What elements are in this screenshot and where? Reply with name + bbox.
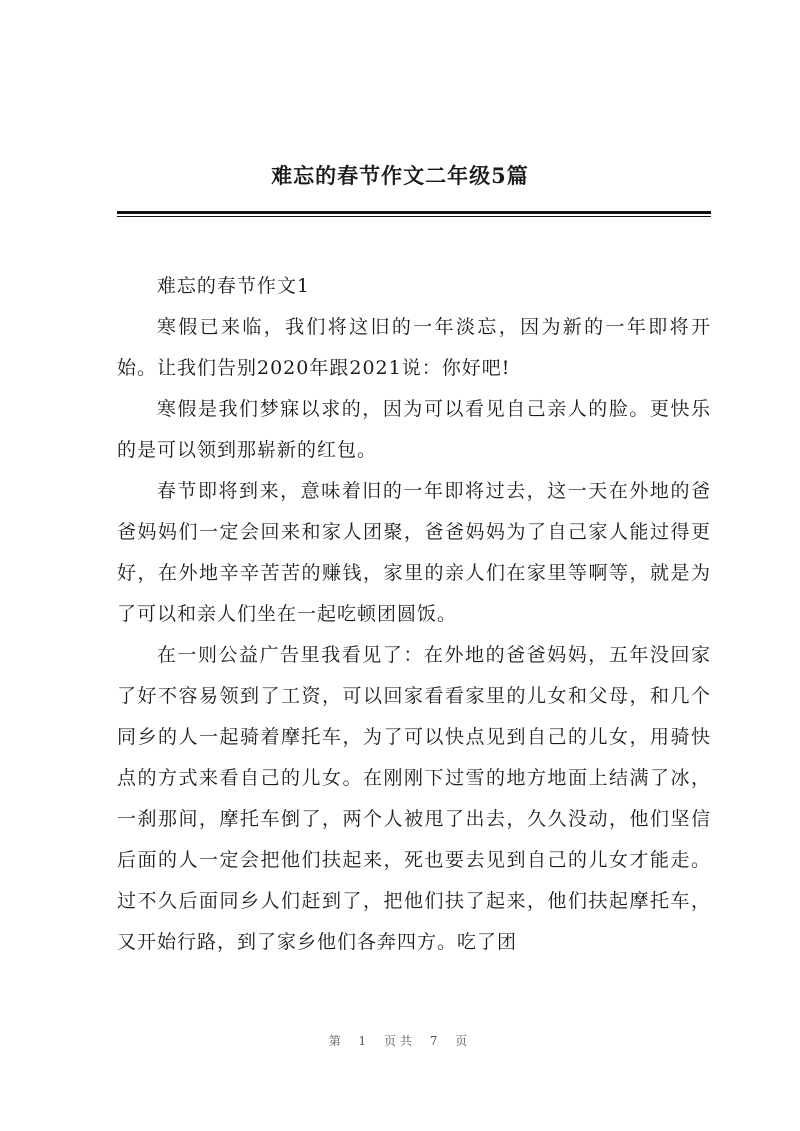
section-heading: 难忘的春节作文1 xyxy=(156,275,310,297)
document-body xyxy=(117,266,711,963)
paragraph: 在一则公益广告里我看见了：在外地的爸爸妈妈，五年没回家了好不容易领到了工资，可以回家看看家里的儿女和父母，和几个同乡的人一起骑着摩托车，为了可以快点见到自己的儿女，用骑快点的方式来看自己的儿女。在刚刚下过雪的地方地面上结满了冰，一刹那间，摩托车倒了，两个人被甩了出去，久久没动，他们坚信后面的人一定会把他们扶起来，死也要去见到自己的儿女才能走。过不久后面同乡人们赶到了，把他们扶了起来，他们扶起摩托车，又开始行路，到了家乡他们各奔四方。吃了团 xyxy=(117,644,711,953)
page-footer: 第 1 页共 7 页 xyxy=(328,1034,472,1048)
document-title: 难忘的春节作文二年级5篇 xyxy=(271,163,529,188)
paragraph: 春节即将到来，意味着旧的一年即将过去，这一天在外地的爸爸妈妈们一定会回来和家人团聚，爸爸妈妈为了自己家人能过得更好，在外地辛辛苦苦的赚钱，家里的亲人们在家里等啊等，就是为了可以和亲人们坐在一起吃顿团圆饭。 xyxy=(117,480,711,625)
title-divider-thin xyxy=(117,216,711,217)
paragraph: 寒假已来临，我们将这旧的一年淡忘，因为新的一年即将开始。让我们告别2020年跟2021说：你好吧! xyxy=(117,316,711,379)
paragraph: 寒假是我们梦寐以求的，因为可以看见自己亲人的脸。更快乐的是可以领到那崭新的红包。 xyxy=(117,398,711,461)
title-divider-thick xyxy=(117,211,711,214)
